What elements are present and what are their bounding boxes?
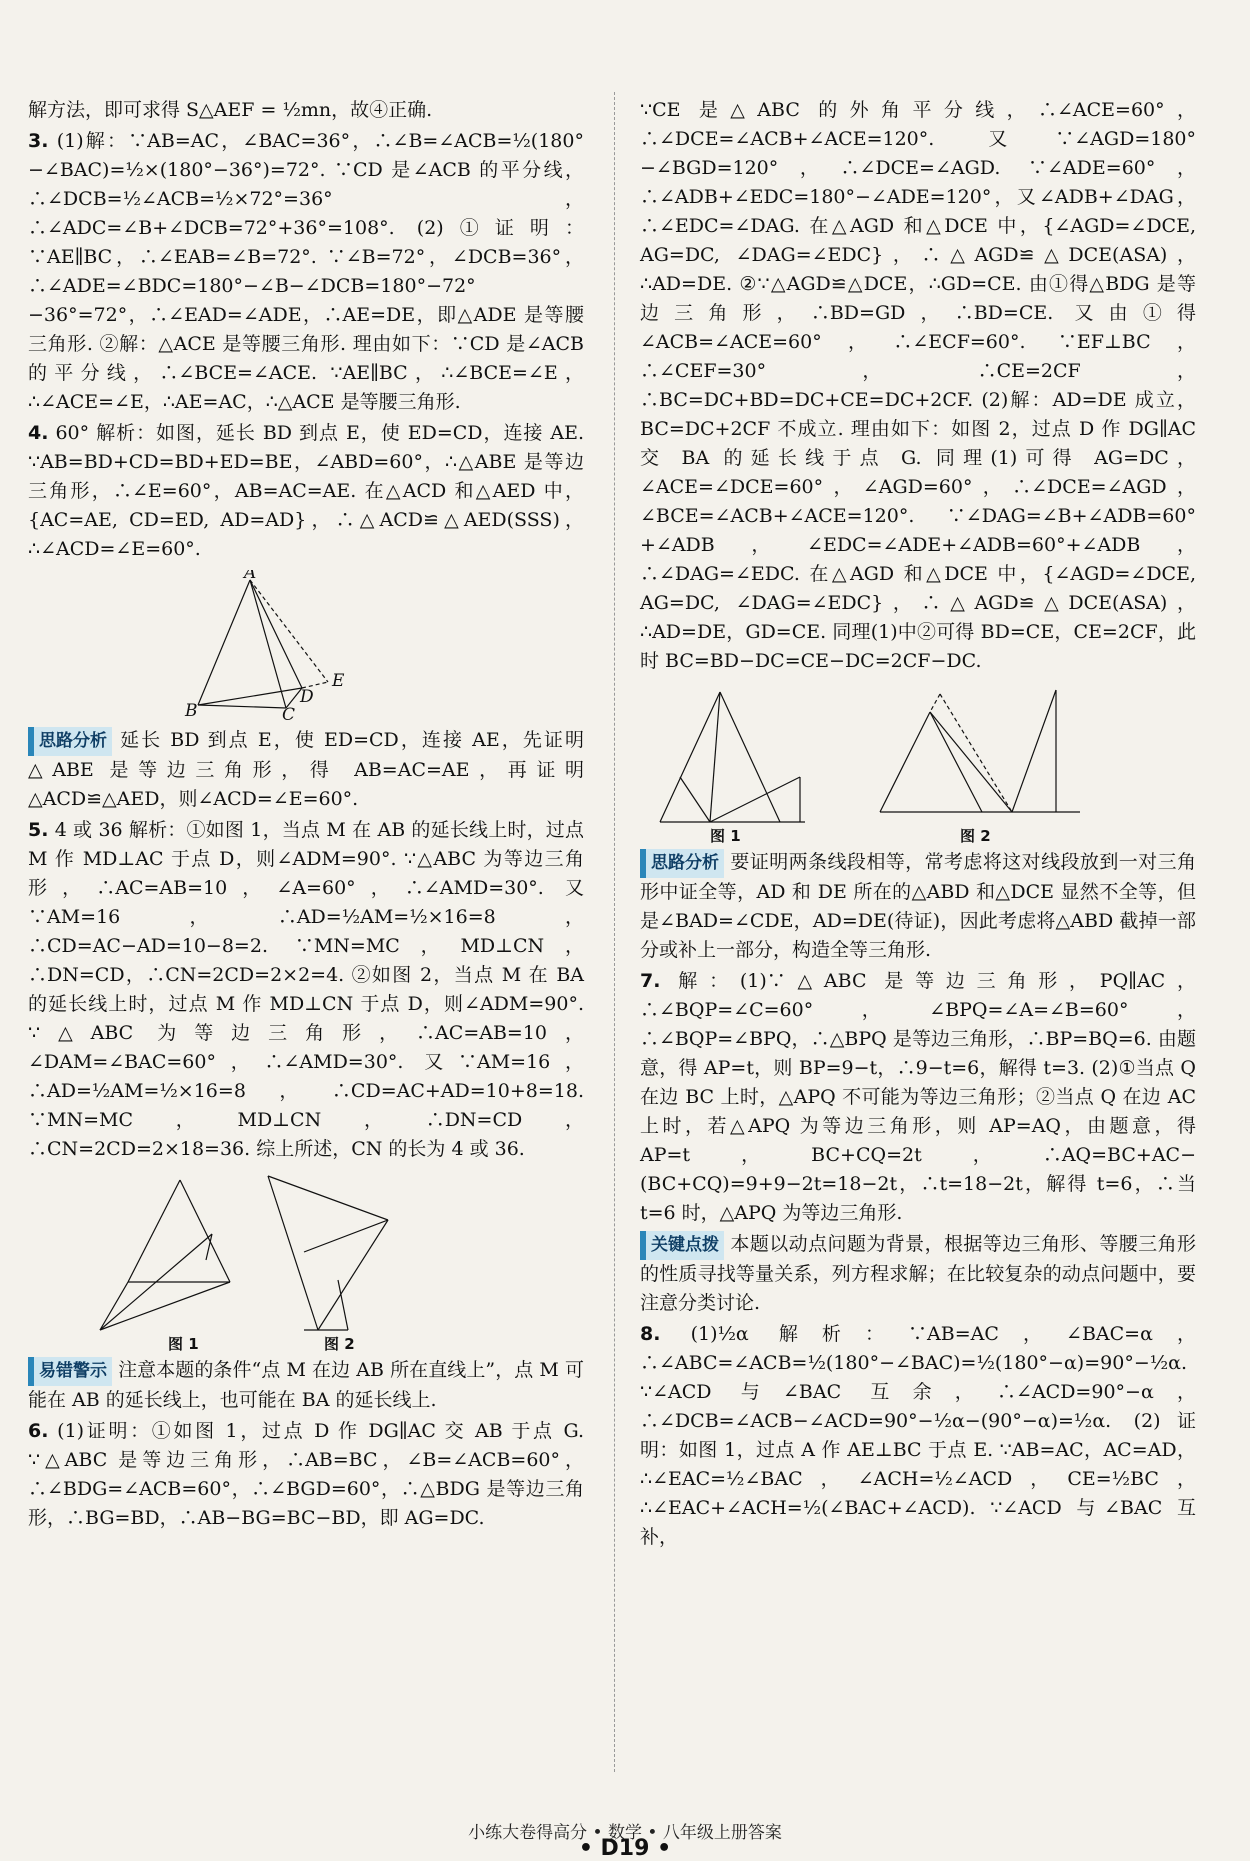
question-number: 8.	[640, 1323, 661, 1345]
tip-analysis	[28, 726, 584, 814]
page-number: • D19 •	[578, 1836, 672, 1861]
question-number: 3.	[28, 130, 49, 152]
right-column	[640, 96, 1196, 1554]
figure-q6	[640, 682, 1196, 845]
question-5	[28, 816, 584, 1164]
question-number: 6.	[28, 1420, 49, 1442]
question-7	[640, 967, 1196, 1228]
two-figure-diagram	[640, 682, 1196, 842]
label-d: D	[300, 687, 314, 707]
answer-text: (1)½α 解析：∵AB=AC，∠BAC=α，∴∠ABC=∠ACB=½(180°−∠BAC)=½(180°−α)=90°−½α. ∵∠ACD 与∠BAC 互余，∴∠ACD=90°−α，∴∠DCB=∠ACB−∠ACD=90°−½α−(90°−α)=½α. (2)证明：如图 1，过点 A 作 AE⊥BC 于点 E. ∵AB=AC，AC=AD，∴∠EAC=½∠BAC，∠ACH=½∠ACD，CE=½BC，∴∠EAC+∠ACH=½(∠BAC+∠ACD). ∵∠ACD 与∠BAC 互补，	[640, 1323, 1196, 1548]
label-b: B	[185, 701, 198, 720]
continued-text: 解方法，即可求得 S△AEF = ½mn，故④正确.	[28, 99, 433, 121]
figure-caption: 图 1	[168, 1335, 199, 1353]
column-divider	[614, 92, 615, 1772]
tip-text: 延长 BD 到点 E，使 ED=CD，连接 AE，先证明△ABE 是等边三角形，得 AB=AC=AE，再证明△ACD≌△AED，则∠ACD=∠E=60°.	[28, 729, 584, 810]
tip-tag: 关键点拨	[640, 1231, 724, 1260]
tip-analysis	[640, 848, 1196, 965]
question-6	[28, 1417, 584, 1533]
tip-tag: 思路分析	[640, 849, 724, 878]
tip-text: 注意本题的条件“点 M 在边 AB 所在直线上”，点 M 可能在 AB 的延长线上，也可能在 BA 的延长线上.	[28, 1359, 584, 1411]
figure-caption: 图 1	[710, 827, 741, 845]
question-6-continued: ∵CE 是△ABC 的外角平分线，∴∠ACE=60°，∴∠DCE=∠ACB+∠ACE=120°. 又∵∠AGD=180°−∠BGD=120°，∴∠DCE=∠AGD. ∵∠ADE=60°，∴∠ADB+∠EDC=180°−∠ADE=120°，又∠ADB+∠DAG，∴∠EDC=∠DAG. 在△AGD 和△DCE 中，{∠AGD=∠DCE, AG=DC, ∠DAG=∠EDC}，∴△AGD≌△DCE(ASA)，∴AD=DE. ②∵△AGD≌△DCE，∴GD=CE. 由①得△BDG 是等边三角形，∴BD=GD，∴BD=CE. 又由①得∠ACB=∠ACE=60°，∴∠ECF=60°. ∵EF⊥BC，∴∠CEF=30°，∴CE=2CF，∴BC=DC+BD=DC+CE=DC+2CF. (2)解：AD=DE 成立，BC=DC+2CF 不成立. 理由如下：如图 2，过点 D 作 DG∥AC 交 BA 的延长线于点 G. 同理(1)可得 AG=DC，∠ACE=∠DCE=60°，∠AGD=60°，∴∠DCE=∠AGD，∠BCE=∠ACB+∠ACE=120°. ∵∠DAG=∠B+∠ADB=60°+∠ADB，∠EDC=∠ADE+∠ADB=60°+∠ADB，∴∠DAG=∠EDC. 在△AGD 和△DCE 中，{∠AGD=∠DCE, AG=DC, ∠DAG=∠EDC}，∴△AGD≌△DCE(ASA)，∴AD=DE，GD=CE. 同理(1)中②可得 BD=CE，CE=2CF，此时 BC=BD−DC=CE−DC=2CF−DC.	[640, 99, 1196, 672]
question-number: 5.	[28, 819, 49, 841]
question-number: 7.	[640, 970, 661, 992]
footer-title: 小练大卷得高分 • 数学 • 八年级上册答案	[468, 1823, 782, 1843]
figure-q4	[28, 570, 584, 720]
question-number: 4.	[28, 422, 49, 444]
triangle-diagram	[28, 570, 584, 720]
two-figure-diagram	[28, 1170, 584, 1350]
answer-text: 60° 解析：如图，延长 BD 到点 E，使 ED=CD，连接 AE. ∵AB=BD+CD=BD+ED=BE，∠ABD=60°，∴△ABE 是等边三角形，∴∠E=60°，AB=AC=AE. 在△ACD 和△AED 中，{AC=AE, CD=ED, AD=AD}，∴△ACD≌△AED(SSS)，∴∠ACD=∠E=60°.	[28, 422, 585, 560]
label-e: E	[332, 671, 345, 691]
figure-q5	[28, 1170, 584, 1353]
left-column	[28, 96, 584, 1535]
tip-key-point	[640, 1230, 1196, 1318]
answer-text: (1)证明：①如图 1，过点 D 作 DG∥AC 交 AB 于点 G. ∵△ABC 是等边三角形，∴AB=BC，∠B=∠ACB=60°，∴∠BDG=∠ACB=60°，∴∠BGD=60°，∴△BDG 是等边三角形，∴BG=BD，∴AB−BG=BC−BD，即 AG=DC.	[28, 1420, 584, 1529]
answer-text: 4 或 36 解析：①如图 1，当点 M 在 AB 的延长线上时，过点 M 作 MD⊥AC 于点 D，则∠ADM=90°. ∵△ABC 为等边三角形，∴AC=AB=10，∠A=60°，∴∠AMD=30°. 又∵AM=16，∴AD=½AM=½×16=8，∴CD=AC−AD=10−8=2. ∵MN=MC，MD⊥CN，∴DN=CD，∴CN=2CD=2×2=4. ②如图 2，当点 M 在 BA 的延长线上时，过点 M 作 MD⊥CN 于点 D，则∠ADM=90°. ∵△ABC 为等边三角形，∴AC=AB=10，∠DAM=∠BAC=60°，∴∠AMD=30°. 又∵AM=16，∴AD=½AM=½×16=8，∴CD=AC+AD=10+8=18. ∵MN=MC，MD⊥CN，∴DN=CD，∴CN=2CD=2×18=36. 综上所述，CN 的长为 4 或 36.	[28, 819, 585, 1160]
figure-caption: 图 2	[960, 827, 991, 845]
label-c: C	[282, 705, 296, 720]
label-a: A	[244, 570, 257, 583]
tip-tag: 易错警示	[28, 1357, 112, 1386]
tip-text: 要证明两条线段相等，常考虑将这对线段放到一对三角形中证全等，AD 和 DE 所在的△ABD 和△DCE 显然不全等，但是∠BAD=∠CDE，AD=DE(待证)，因此考虑将△ABD 截掉一部分或补上一部分，构造全等三角形.	[640, 851, 1196, 961]
answer-text: (1)解：∵AB=AC，∠BAC=36°，∴∠B=∠ACB=½(180°−∠BAC)=½×(180°−36°)=72°. ∵CD 是∠ACB 的平分线，∴∠DCB=½∠ACB=½×72°=36°，∴∠ADC=∠B+∠DCB=72°+36°=108°. (2)①证明：∵AE∥BC，∴∠EAB=∠B=72°. ∵∠B=72°，∠DCB=36°，∴∠ADE=∠BDC=180°−∠B−∠DCB=180°−72°−36°=72°，∴∠EAD=∠ADE，∴AE=DE，即△ADE 是等腰三角形. ②解：△ACE 是等腰三角形. 理由如下：∵CD 是∠ACB 的平分线，∴∠BCE=∠ACE. ∵AE∥BC，∴∠BCE=∠E，∴∠ACE=∠E，∴AE=AC，∴△ACE 是等腰三角形.	[28, 130, 584, 413]
question-3	[28, 127, 584, 417]
answer-text: 解：(1)∵△ABC 是等边三角形，PQ∥AC，∴∠BQP=∠C=60°，∠BPQ=∠A=∠B=60°，∴∠BQP=∠BPQ，∴△BPQ 是等边三角形，∴BP=BQ=6. 由题意，得 AP=t，则 BP=9−t，∴9−t=6，解得 t=3. (2)①当点 Q 在边 BC 上时，△APQ 不可能为等边三角形；②当点 Q 在边 AC 上时，若△APQ 为等边三角形，则 AP=AQ，由题意，得 AP=t，BC+CQ=2t，∴AQ=BC+AC−(BC+CQ)=9+9−2t=18−2t，∴t=18−2t，解得 t=6，∴当 t=6 时，△APQ 为等边三角形.	[640, 970, 1196, 1224]
question-8	[640, 1320, 1196, 1552]
tip-text: 本题以动点问题为背景，根据等边三角形、等腰三角形的性质寻找等量关系，列方程求解；在比较复杂的动点问题中，要注意分类讨论.	[640, 1233, 1196, 1314]
question-4	[28, 419, 584, 564]
tip-tag: 思路分析	[28, 727, 112, 756]
figure-caption: 图 2	[324, 1335, 355, 1353]
tip-warning	[28, 1356, 584, 1415]
